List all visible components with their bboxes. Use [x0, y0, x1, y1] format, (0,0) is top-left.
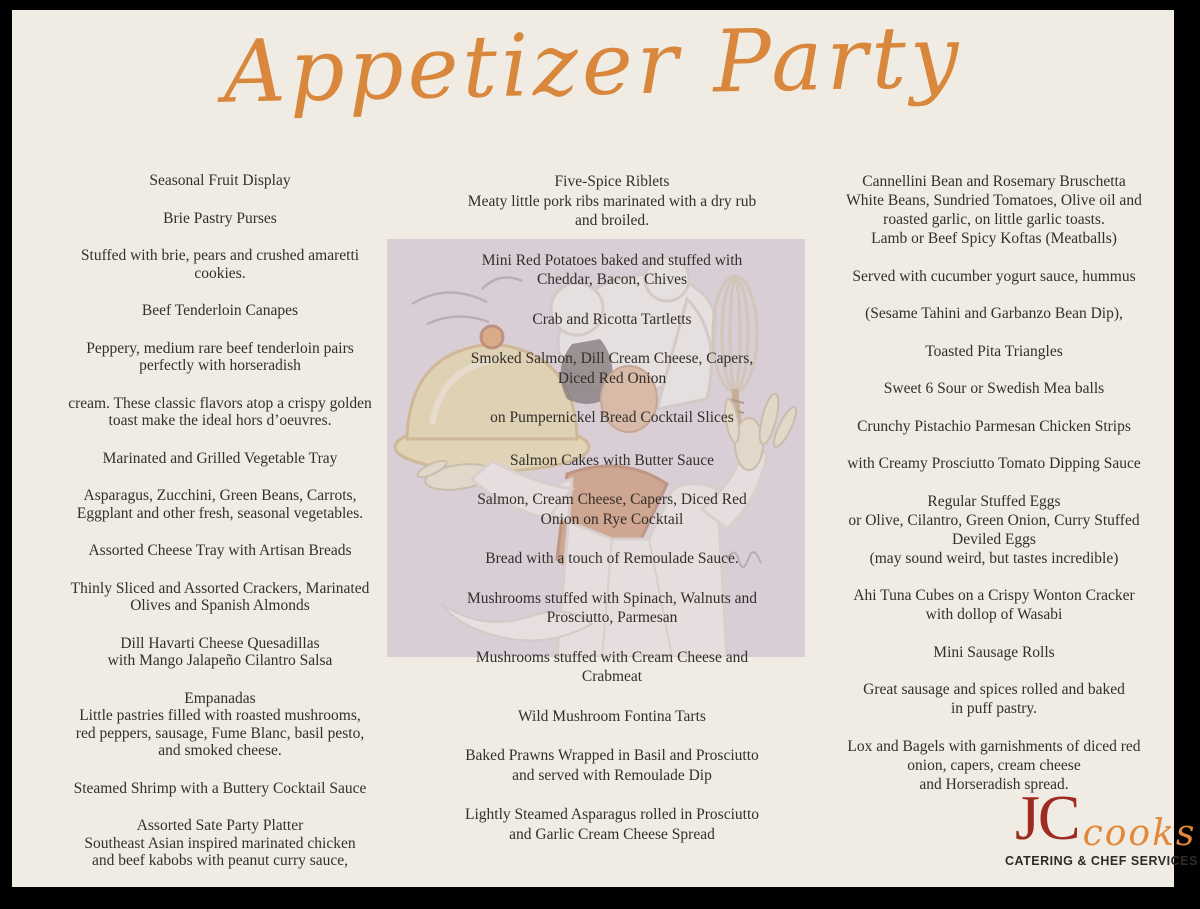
menu-item-line: and broiled. — [574, 212, 650, 229]
menu-item-line: Brie Pastry Purses — [163, 209, 277, 227]
menu-column-middle — [410, 172, 814, 864]
menu-item-line: roasted garlic, on little garlic toasts. — [883, 211, 1105, 228]
menu-item — [38, 340, 402, 375]
menu-item-line: Marinated and Grilled Vegetable Tray — [102, 449, 338, 467]
menu-item — [410, 746, 814, 785]
menu-item — [38, 395, 402, 430]
logo-script: cooks — [1082, 813, 1197, 854]
menu-item — [812, 267, 1176, 286]
menu-item-line: perfectly with horseradish — [139, 357, 301, 374]
menu-item — [410, 707, 814, 727]
menu-item-line: Lamb or Beef Spicy Koftas (Meatballs) — [871, 230, 1117, 247]
menu-item — [812, 342, 1176, 361]
menu-item-line: Prosciutto, Parmesan — [546, 609, 678, 626]
menu-item-line: Baked Prawns Wrapped in Basil and Prosciutto — [465, 747, 759, 764]
menu-item-line: Seasonal Fruit Display — [149, 172, 291, 189]
menu-item-line: Asparagus, Zucchini, Green Beans, Carrots, — [83, 487, 357, 504]
menu-item-line: and beef kabobs with peanut curry sauce, — [91, 852, 349, 869]
menu-item — [812, 172, 1176, 248]
menu-item-line: on Pumpernickel Bread Cocktail Slices — [490, 409, 734, 426]
menu-item-line: in puff pastry. — [950, 700, 1038, 717]
menu-item — [38, 580, 402, 615]
menu-item-line: with dollop of Wasabi — [925, 606, 1063, 623]
menu-item-line: Salmon, Cream Cheese, Capers, Diced Red — [477, 491, 747, 508]
menu-item — [410, 349, 814, 388]
menu-item-line: Smoked Salmon, Dill Cream Cheese, Capers, — [470, 350, 754, 367]
menu-item — [812, 492, 1176, 568]
menu-item-line: Sweet 6 Sour or Swedish Mea balls — [883, 380, 1105, 397]
menu-column-left — [38, 172, 402, 890]
menu-item-line: with Creamy Prosciutto Tomato Dipping Sauce — [847, 455, 1141, 472]
menu-item-line: Served with cucumber yogurt sauce, hummus — [852, 267, 1136, 285]
menu-item-line: Deviled Eggs — [952, 530, 1036, 548]
jc-cooks-logo — [1005, 782, 1198, 868]
menu-item-line: Southeast Asian inspired marinated chicken — [84, 834, 356, 852]
menu-item-line: Steamed Shrimp with a Buttery Cocktail Sauce — [73, 779, 367, 797]
menu-item-line: toast make the ideal hors d’oeuvres. — [108, 412, 332, 429]
menu-item — [38, 172, 402, 190]
menu-item — [38, 542, 402, 560]
menu-item-line: cookies. — [194, 264, 246, 282]
menu-item-line: Regular Stuffed Eggs — [927, 492, 1061, 510]
menu-item-line: (may sound weird, but tastes incredible) — [869, 549, 1119, 567]
menu-item-line: Dill Havarti Cheese Quesadillas — [120, 634, 320, 652]
menu-item-line: cream. These classic flavors atop a crispy golden — [68, 394, 372, 412]
menu-item-line: Great sausage and spices rolled and baked — [863, 681, 1125, 698]
menu-item-line: Cannellini Bean and Rosemary Bruschetta — [862, 173, 1126, 190]
menu-item — [38, 487, 402, 522]
menu-item-line: Peppery, medium rare beef tenderloin pairs — [86, 339, 354, 357]
menu-item — [38, 450, 402, 468]
menu-item-line: Mini Red Potatoes baked and stuffed with — [481, 251, 743, 269]
menu-item — [812, 680, 1176, 718]
menu-item-line: Wild Mushroom Fontina Tarts — [518, 707, 706, 725]
menu-title: Appetizer Party — [222, 7, 964, 123]
menu-item — [38, 780, 402, 798]
menu-item-line: and served with Remoulade Dip — [512, 766, 712, 784]
menu-item — [410, 451, 814, 471]
menu-item-line: Salmon Cakes with Butter Sauce — [509, 451, 715, 469]
menu-item-line: Mushrooms stuffed with Spinach, Walnuts and — [466, 589, 758, 607]
logo-wordmark — [1005, 782, 1197, 854]
menu-item-line: Assorted Sate Party Platter — [136, 817, 304, 834]
menu-item-line: Stuffed with brie, pears and crushed amaretti — [80, 247, 360, 264]
menu-item-line: Lightly Steamed Asparagus rolled in Prosciutto — [464, 806, 760, 823]
menu-item — [812, 454, 1176, 473]
menu-item-line: Ahi Tuna Cubes on a Crispy Wonton Cracker — [853, 587, 1135, 604]
menu-item — [410, 549, 814, 569]
menu-item — [410, 172, 814, 231]
menu-item — [812, 643, 1176, 662]
menu-item — [410, 490, 814, 529]
menu-item — [410, 805, 814, 844]
menu-item-line: or Olive, Cilantro, Green Onion, Curry Stuffed — [848, 511, 1140, 529]
menu-item-line: Bread with a touch of Remoulade Sauce. — [485, 550, 739, 567]
menu-item-line: Beef Tenderloin Canapes — [141, 302, 299, 319]
menu-item-line: and Garlic Cream Cheese Spread — [509, 825, 715, 843]
menu-item-line: Mini Sausage Rolls — [933, 643, 1055, 661]
menu-item-line: Crunchy Pistachio Parmesan Chicken Strips — [857, 417, 1131, 435]
menu-item-line: Assorted Cheese Tray with Artisan Breads — [88, 542, 352, 559]
menu-item-line: onion, capers, cream cheese — [907, 756, 1081, 774]
menu-item — [38, 302, 402, 320]
menu-item-line: Onion on Rye Cocktail — [540, 510, 684, 528]
menu-item — [812, 586, 1176, 624]
menu-item — [38, 690, 402, 760]
menu-item-line: with Mango Jalapeño Cilantro Salsa — [107, 652, 333, 669]
menu-item — [410, 251, 814, 290]
menu-item-line: Thinly Sliced and Assorted Crackers, Marinated — [70, 579, 370, 597]
menu-item — [812, 417, 1176, 436]
menu-item-line: red peppers, sausage, Fume Blanc, basil pesto, — [75, 724, 365, 742]
menu-item-line: Little pastries filled with roasted mushrooms, — [79, 707, 361, 724]
menu-item-line: (Sesame Tahini and Garbanzo Bean Dip), — [865, 305, 1123, 322]
menu-item-line: White Beans, Sundried Tomatoes, Olive oil and — [846, 192, 1142, 209]
menu-item — [410, 648, 814, 687]
logo-caption: CATERING & CHEF SERVICES — [1005, 854, 1198, 868]
menu-item-line: Mushrooms stuffed with Cream Cheese and — [475, 648, 749, 666]
menu-item — [410, 408, 814, 428]
menu-page — [12, 7, 1198, 887]
menu-item-line: Meaty little pork ribs marinated with a dry rub — [467, 192, 757, 210]
menu-item-line: and smoked cheese. — [158, 742, 282, 759]
menu-item-line: Cheddar, Bacon, Chives — [536, 271, 688, 288]
menu-item-line: Toasted Pita Triangles — [925, 342, 1063, 360]
menu-item-line: Diced Red Onion — [557, 369, 667, 387]
menu-item-line: Empanadas — [184, 689, 256, 707]
menu-column-right — [812, 172, 1176, 812]
menu-item — [38, 635, 402, 670]
menu-item — [812, 379, 1176, 398]
menu-item — [410, 310, 814, 330]
logo-initials: JC — [1015, 782, 1079, 853]
menu-item — [812, 304, 1176, 323]
menu-item — [410, 589, 814, 628]
menu-item — [38, 210, 402, 228]
menu-item-line: Five-Spice Riblets — [554, 173, 670, 190]
menu-item — [38, 247, 402, 282]
menu-item-line: Crab and Ricotta Tartletts — [532, 310, 692, 328]
menu-item-line: Olives and Spanish Almonds — [130, 597, 310, 614]
menu-item — [812, 737, 1176, 794]
menu-item-line: and Horseradish spread. — [919, 775, 1069, 793]
menu-item-line: Eggplant and other fresh, seasonal vegetables. — [76, 504, 364, 522]
menu-item — [38, 817, 402, 870]
menu-item-line: Lox and Bagels with garnishments of diced red — [847, 737, 1141, 755]
menu-item-line: Crabmeat — [581, 668, 643, 685]
